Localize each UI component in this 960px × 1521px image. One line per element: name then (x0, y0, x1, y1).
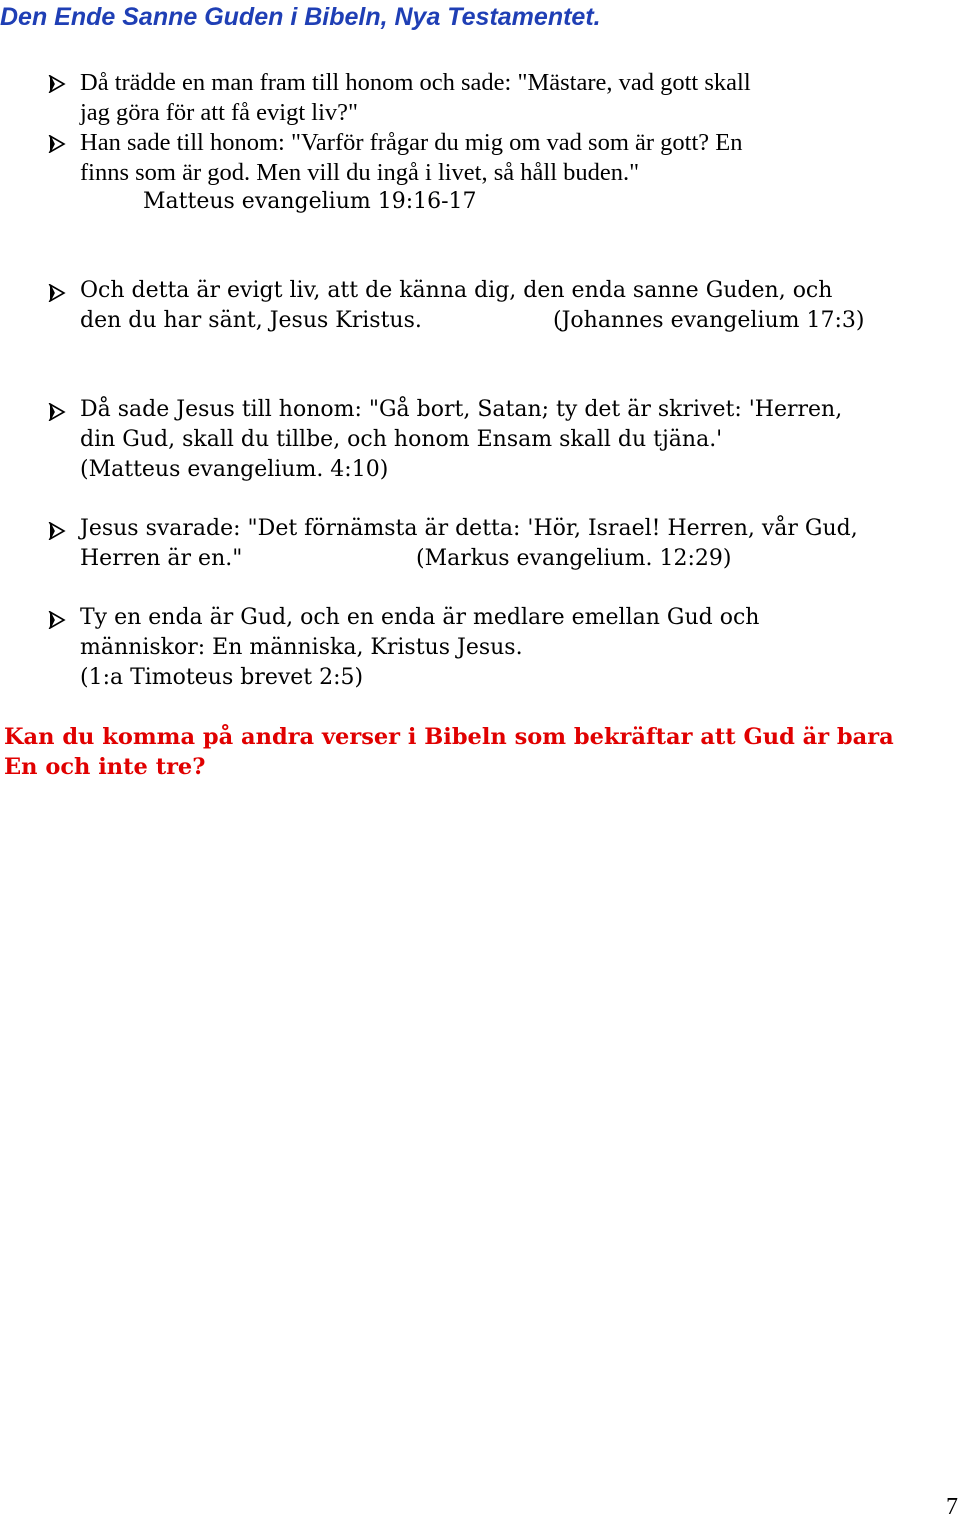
arrowhead-bullet-icon (48, 135, 66, 153)
verse-line: Herren är en." (80, 546, 243, 571)
verse-line: Han sade till honom: "Varför frågar du mig om vad som är gott? En (80, 129, 743, 156)
arrowhead-bullet-icon (48, 284, 66, 302)
verse-line: din Gud, skall du tillbe, och honom Ensam skall du tjäna.' (80, 427, 723, 452)
verse-line: finns som är god. Men vill du ingå i livet, så håll buden." (80, 159, 640, 186)
arrowhead-bullet-icon (48, 611, 66, 629)
verse-reference: Matteus evangelium 19:16-17 (143, 189, 477, 214)
arrowhead-bullet-icon (48, 522, 66, 540)
verse-reference: (Johannes evangelium 17:3) (553, 308, 865, 333)
verse-line: jag göra för att få evigt liv?" (80, 99, 359, 126)
document-title: Den Ende Sanne Guden i Bibeln, Nya Testamentet. (0, 3, 601, 31)
verse-line: Ty en enda är Gud, och en enda är medlare emellan Gud och (80, 605, 760, 630)
verse-line: den du har sänt, Jesus Kristus. (80, 308, 422, 333)
verse-line: Jesus svarade: "Det förnämsta är detta: 'Hör, Israel! Herren, vår Gud, (80, 516, 858, 541)
verse-line: Då trädde en man fram till honom och sade: "Mästare, vad gott skall (80, 69, 751, 96)
verse-reference: (1:a Timoteus brevet 2:5) (80, 665, 364, 690)
question-line: En och inte tre? (4, 754, 206, 780)
page-number: 7 (946, 1494, 958, 1520)
verse-reference: (Markus evangelium. 12:29) (416, 546, 732, 571)
verse-line: Då sade Jesus till honom: "Gå bort, Satan; ty det är skrivet: 'Herren, (80, 397, 843, 422)
question-line: Kan du komma på andra verser i Bibeln som bekräftar att Gud är bara (4, 724, 894, 750)
verse-line: människor: En människa, Kristus Jesus. (80, 635, 523, 660)
verse-reference: (Matteus evangelium. 4:10) (80, 457, 389, 482)
arrowhead-bullet-icon (48, 403, 66, 421)
arrowhead-bullet-icon (48, 75, 66, 93)
verse-line: Och detta är evigt liv, att de känna dig, den enda sanne Guden, och (80, 278, 833, 303)
